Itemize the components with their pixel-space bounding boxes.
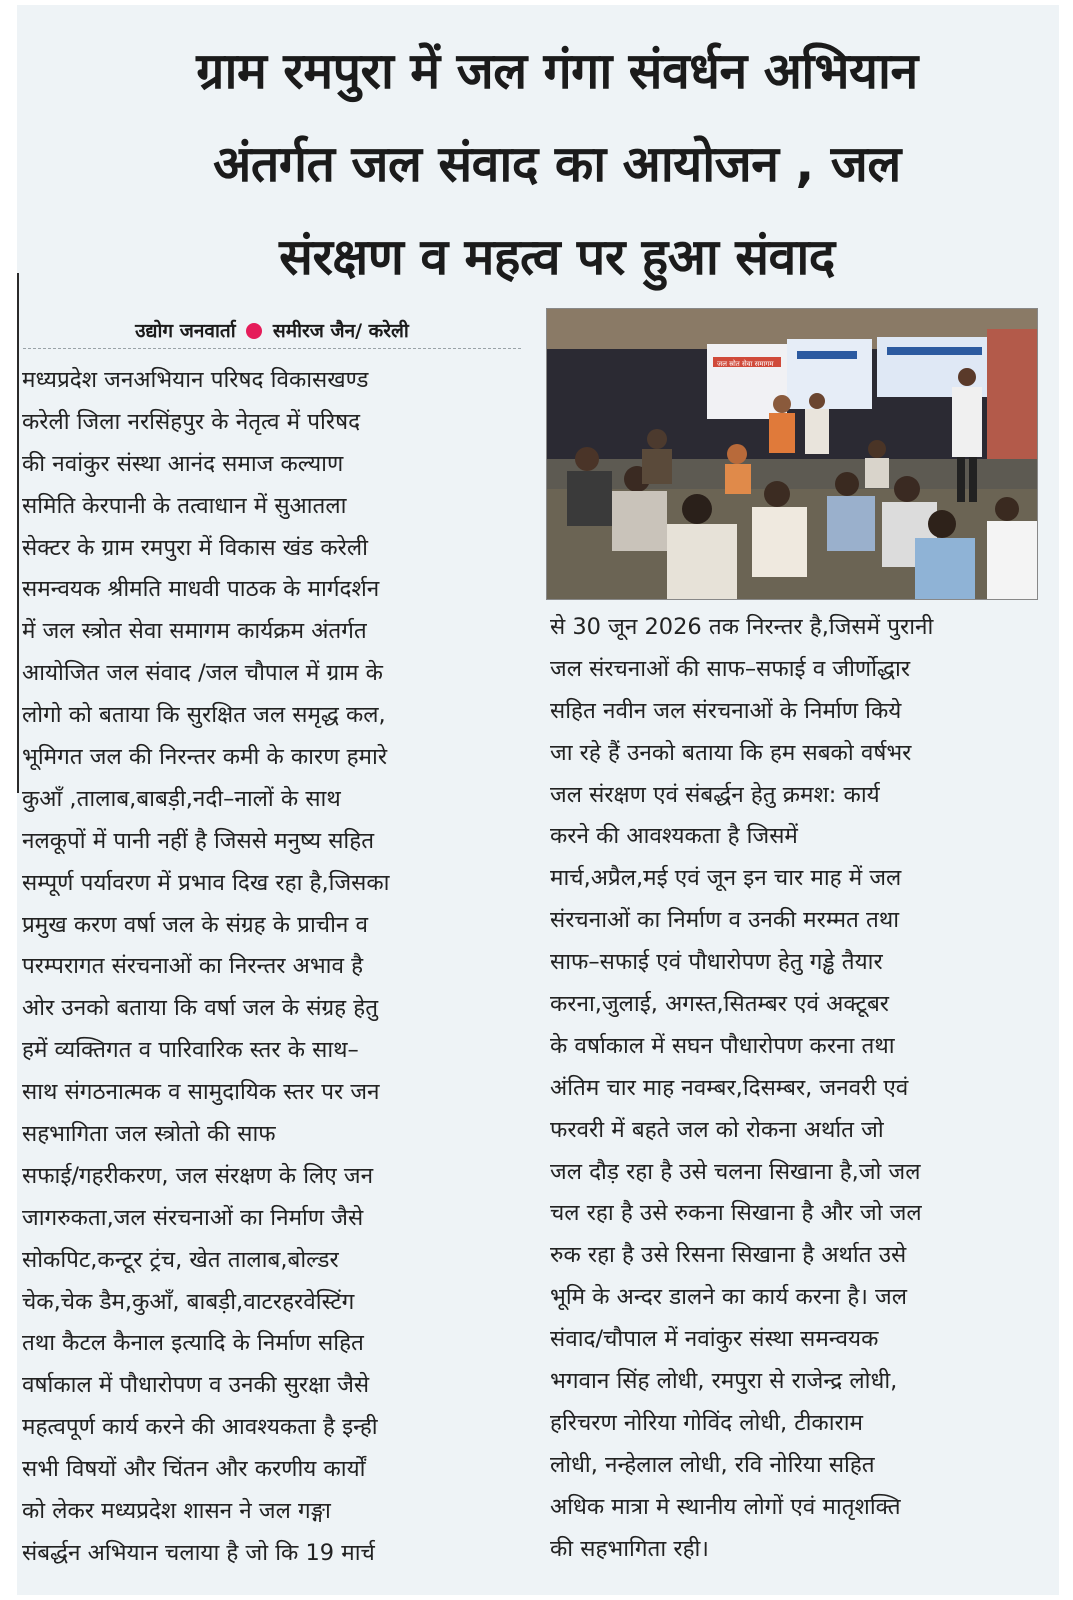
headline-line: ग्राम रमपुरा में जल गंगा संवर्धन अभियान (196, 42, 918, 100)
byline (23, 316, 521, 349)
headline-line: संरक्षण व महत्व पर हुआ संवाद (279, 228, 835, 286)
body-line: से 30 जून 2026 तक निरन्तर है,जिसमें पुरानी (550, 614, 934, 640)
body-line: तथा कैटल कैनाल इत्यादि के निर्माण सहित (22, 1330, 364, 1357)
body-line: करने की आवश्यकता है जिसमें (550, 823, 798, 850)
article-body-right-column (550, 607, 1040, 1570)
body-line: को लेकर मध्यप्रदेश शासन ने जल गङ्गा (22, 1498, 331, 1525)
body-line: चेक,चेक डैम,कुआँ, बाबड़ी,वाटरहरवेस्टिंग (22, 1288, 355, 1315)
body-line: सोकपिट,कन्टूर ट्रंच, खेत तालाब,बोल्डर (22, 1246, 339, 1273)
body-line: करेली जिला नरसिंहपुर के नेतृत्व में परिषद (22, 408, 361, 435)
body-line: साफ–सफाई एवं पौधारोपण हेतु गड्ढे तैयार (550, 949, 883, 976)
banner-text: जल स्रोत सेवा समागम (717, 360, 774, 368)
body-line: सम्पूर्ण पर्यावरण में प्रभाव दिख रहा है,जिसका (22, 869, 390, 896)
body-line: प्रमुख करण वर्षा जल के संग्रह के प्राचीन व (22, 911, 369, 938)
body-line: समिति केरपानी के तत्वाधान में सुआतला (22, 492, 347, 519)
body-line: नलकूपों में पानी नहीं है जिससे मनुष्य सहित (22, 827, 375, 854)
body-line: जल संरचनाओं की साफ–सफाई व जीर्णोद्धार (550, 655, 911, 682)
body-line: के वर्षाकाल में सघन पौधारोपण करना तथा (550, 1032, 895, 1059)
column-rule (17, 273, 19, 793)
body-line: भूमिगत जल की निरन्तर कमी के कारण हमारे (22, 744, 388, 771)
body-line: कुआँ ,तालाब,बाबड़ी,नदी–नालों के साथ (22, 785, 341, 812)
body-line: सफाई/गहरीकरण, जल संरक्षण के लिए जन (22, 1162, 374, 1189)
body-line: अधिक मात्रा मे स्थानीय लोगों एवं मातृशक्ति (550, 1493, 901, 1520)
body-line: सभी विषयों और चिंतन और करणीय कार्यों (22, 1456, 366, 1483)
body-line: चल रहा है उसे रुकना सिखाना है और जो जल (550, 1200, 922, 1227)
body-line: हरिचरण नोरिया गोविंद लोधी, टीकाराम (550, 1409, 864, 1436)
body-line: रुक रहा है उसे रिसना सिखाना है अर्थात उसे (550, 1242, 907, 1269)
body-line: सेक्टर के ग्राम रमपुरा में विकास खंड करेली (22, 534, 368, 561)
body-line: वर्षाकाल में पौधारोपण व उनकी सुरक्षा जैसे (22, 1372, 370, 1399)
body-line: फरवरी में बहते जल को रोकना अर्थात जो (550, 1116, 884, 1143)
event-photo-illustration (547, 309, 1037, 599)
byline-source: उद्योग जनवार्ता (135, 320, 236, 342)
body-line: हमें व्यक्तिगत व पारिवारिक स्तर के साथ– (22, 1037, 359, 1064)
body-line: जल दौड़ रहा है उसे चलना सिखाना है,जो जल (550, 1158, 921, 1185)
body-line: परम्परागत संरचनाओं का निरन्तर अभाव है (22, 953, 364, 980)
body-line: की सहभागिता रही। (550, 1535, 709, 1562)
body-line: संवाद/चौपाल में नवांकुर संस्था समन्वयक (550, 1326, 879, 1353)
event-photo (546, 308, 1038, 600)
body-line: संरचनाओं का निर्माण व उनकी मरम्मत तथा (550, 907, 900, 934)
body-line: करना,जुलाई, अगस्त,सितम्बर एवं अक्टूबर (550, 991, 889, 1018)
body-line: अंतिम चार माह नवम्बर,दिसम्बर, जनवरी एवं (550, 1074, 909, 1101)
body-line: संबर्द्धन अभियान चलाया है जो कि 19 मार्च (22, 1539, 375, 1566)
article-body-left-column (22, 360, 522, 1575)
body-line: लोधी, नन्हेलाल लोधी, रवि नोरिया सहित (550, 1451, 875, 1478)
body-line: जल संरक्षण एवं संबर्द्धन हेतु क्रमश: कार्य (550, 781, 880, 808)
body-line: लोगो को बताया कि सुरक्षित जल समृद्ध कल, (22, 702, 386, 729)
body-line: मार्च,अप्रैल,मई एवं जून इन चार माह में जल (550, 865, 902, 892)
headline (57, 25, 1057, 304)
body-line: जा रहे हैं उनको बताया कि हम सबको वर्षभर (550, 739, 912, 766)
byline-author: समीरज जैन/ करेली (272, 320, 409, 342)
body-line: साथ संगठनात्मक व सामुदायिक स्तर पर जन (22, 1079, 380, 1106)
body-line: ओर उनको बताया कि वर्षा जल के संग्रह हेतु (22, 995, 379, 1022)
headline-line: अंतर्गत जल संवाद का आयोजन , जल (213, 135, 901, 193)
body-line: मध्यप्रदेश जनअभियान परिषद विकासखण्ड (22, 367, 369, 393)
body-line: जागरुकता,जल संरचनाओं का निर्माण जैसे (22, 1204, 364, 1231)
body-line: की नवांकुर संस्था आनंद समाज कल्याण (22, 450, 344, 477)
bullet-dot-icon (246, 323, 262, 339)
body-line: सहित नवीन जल संरचनाओं के निर्माण किये (550, 697, 902, 724)
body-line: महत्वपूर्ण कार्य करने की आवश्यकता है इन्ही (22, 1414, 378, 1441)
body-line: में जल स्त्रोत सेवा समागम कार्यक्रम अंतर्गत (22, 618, 367, 645)
body-line: सहभागिता जल स्त्रोतो की साफ (22, 1121, 276, 1148)
body-line: भूमि के अन्दर डालने का कार्य करना है। जल (550, 1284, 907, 1311)
body-line: भगवान सिंह लोधी, रमपुरा से राजेन्द्र लोधी, (550, 1368, 898, 1395)
body-line: आयोजित जल संवाद /जल चौपाल में ग्राम के (22, 660, 383, 687)
body-line: समन्वयक श्रीमति माधवी पाठक के मार्गदर्शन (22, 576, 380, 603)
